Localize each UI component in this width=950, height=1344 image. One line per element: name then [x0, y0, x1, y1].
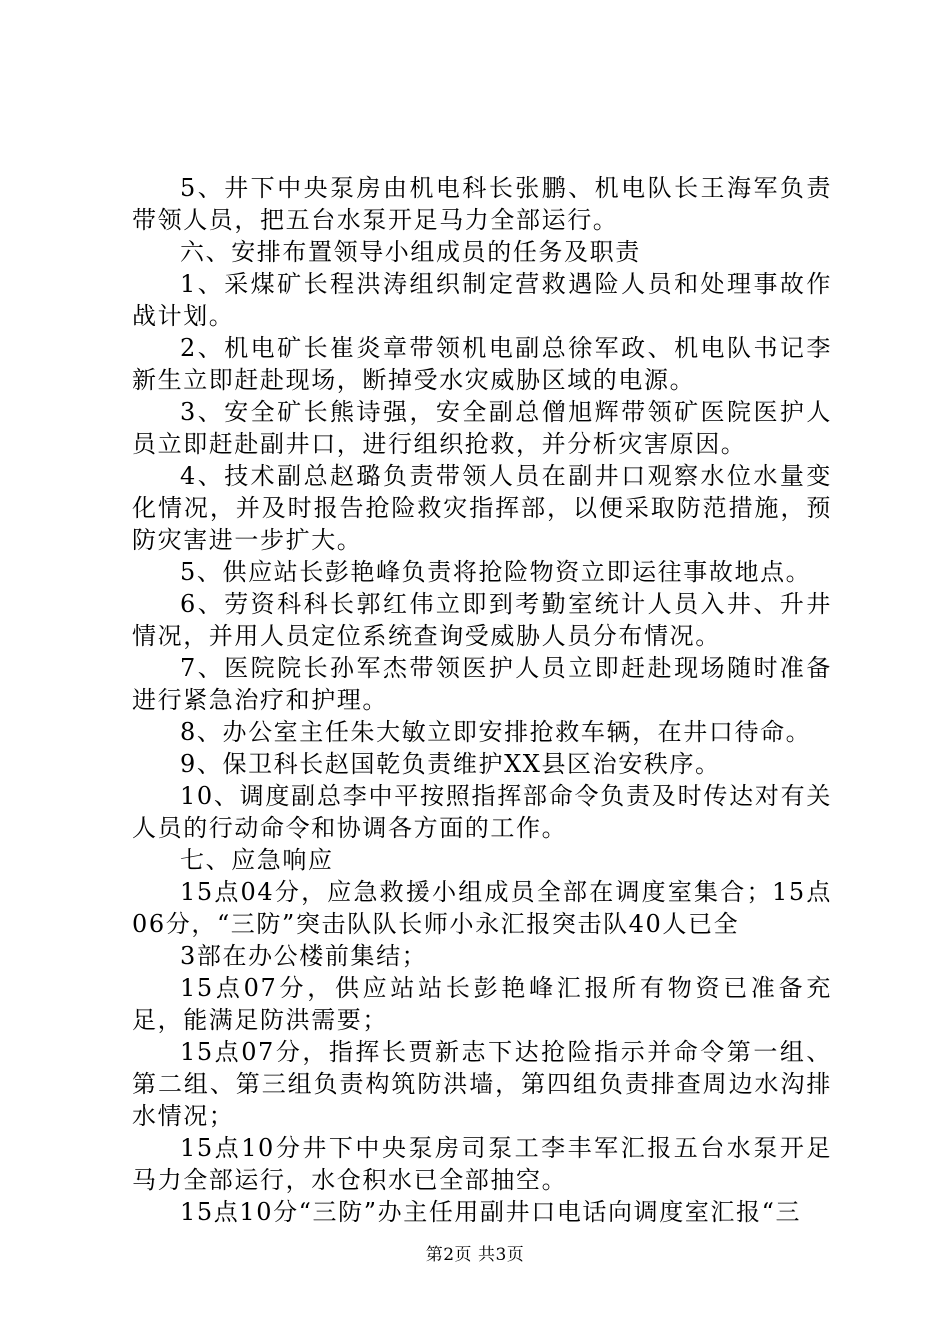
- paragraph-1: 5、井下中央泵房由机电科长张鹏、机电队长王海军负责带领人员，把五台水泵开足马力全部运行。: [132, 174, 832, 234]
- paragraph-17: 15点07分，指挥长贾新志下达抢险指示并命令第一组、第二组、第三组负责构筑防洪墙，第四组负责排查周边水沟排水情况；: [132, 1038, 832, 1130]
- paragraph-16: 15点07分，供应站站长彭艳峰汇报所有物资已准备充足，能满足防洪需要；: [132, 974, 832, 1034]
- document-body: [132, 172, 832, 1228]
- section-heading-7: 七、应急响应: [180, 846, 334, 874]
- paragraph-6: 4、技术副总赵璐负责带领人员在副井口观察水位水量变化情况，并及时报告抢险救灾指挥部，以便采取防范措施，预防灾害进一步扩大。: [132, 462, 832, 554]
- paragraph-7: 5、供应站长彭艳峰负责将抢险物资立即运往事故地点。: [180, 558, 812, 586]
- paragraph-3: 1、采煤矿长程洪涛组织制定营救遇险人员和处理事故作战计划。: [132, 270, 832, 330]
- paragraph-4: 2、机电矿长崔炎章带领机电副总徐军政、机电队书记李新生立即赶赴现场，断掉受水灾威胁区域的电源。: [132, 334, 832, 394]
- section-heading-6: 六、安排布置领导小组成员的任务及职责: [180, 238, 641, 266]
- paragraph-8: 6、劳资科科长郭红伟立即到考勤室统计人员入井、升井情况，并用人员定位系统查询受威胁人员分布情况。: [132, 590, 832, 650]
- paragraph-5: 3、安全矿长熊诗强，安全副总僧旭辉带领矿医院医护人员立即赶赴副井口，进行组织抢救，并分析灾害原因。: [132, 398, 832, 458]
- page-number-label: 第2页 共3页: [425, 1245, 525, 1265]
- paragraph-9: 7、医院院长孙军杰带领医护人员立即赶赴现场随时准备进行紧急治疗和护理。: [132, 654, 832, 714]
- paragraph-11: 9、保卫科长赵国乾负责维护XX县区治安秩序。: [180, 750, 721, 778]
- page-footer: [0, 1240, 950, 1265]
- paragraph-18: 15点10分井下中央泵房司泵工李丰军汇报五台水泵开足马力全部运行，水仓积水已全部抽空。: [132, 1134, 832, 1194]
- paragraph-12: 10、调度副总李中平按照指挥部命令负责及时传达对有关人员的行动命令和协调各方面的工作。: [132, 782, 832, 842]
- paragraph-19: 15点10分“三防”办主任用副井口电话向调度室汇报“三: [180, 1198, 802, 1226]
- paragraph-10: 8、办公室主任朱大敏立即安排抢救车辆，在井口待命。: [180, 718, 812, 746]
- paragraph-15: 3部在办公楼前集结；: [180, 942, 428, 970]
- paragraph-14: 15点04分，应急救援小组成员全部在调度室集合；15点06分，“三防”突击队队长师小永汇报突击队40人已全: [132, 878, 832, 938]
